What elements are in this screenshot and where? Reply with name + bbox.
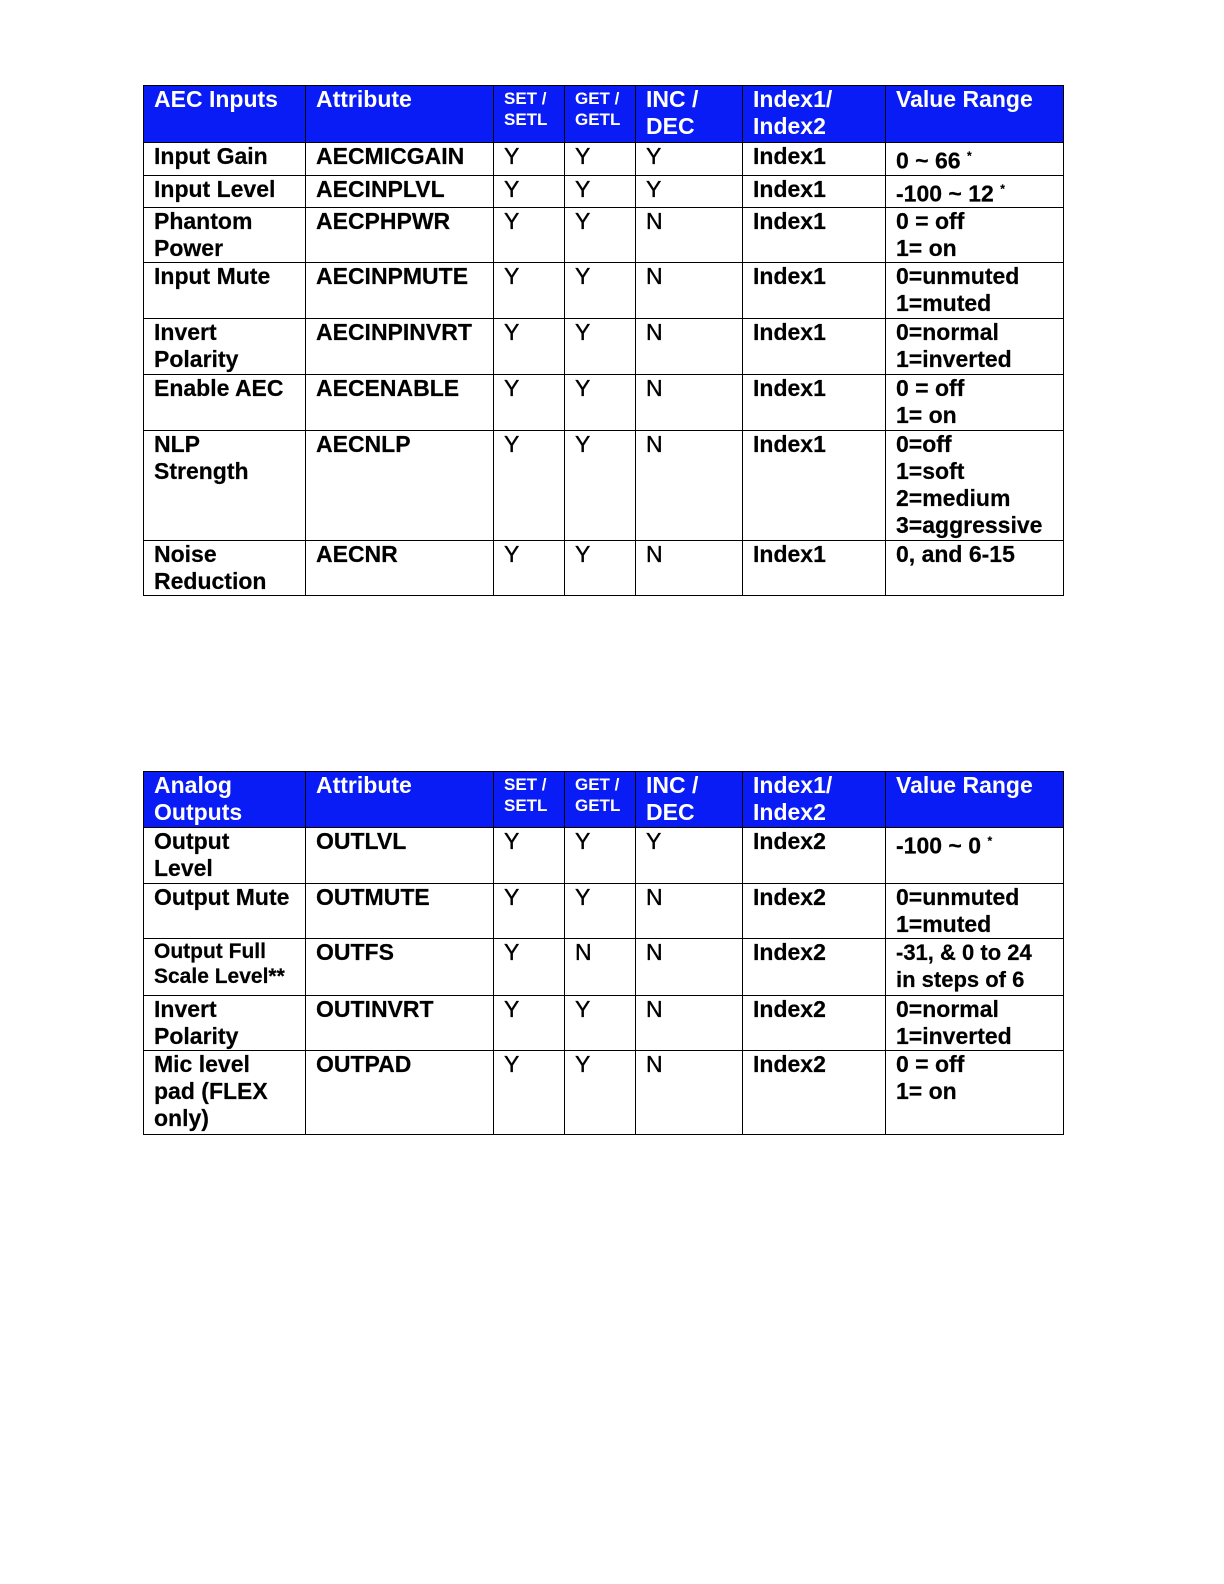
cell-attribute: AECENABLE bbox=[306, 375, 494, 431]
cell-attribute: AECINPMUTE bbox=[306, 263, 494, 319]
cell-name: Input Level bbox=[144, 175, 306, 208]
cell-index: Index2 bbox=[743, 884, 886, 939]
cell-get: N bbox=[565, 939, 636, 996]
column-header-index: Index1/ Index2 bbox=[743, 86, 886, 143]
cell-attribute: AECNLP bbox=[306, 431, 494, 541]
column-header-get: GET / GETL bbox=[565, 772, 636, 828]
cell-attribute: AECPHPWR bbox=[306, 208, 494, 263]
cell-get: Y bbox=[565, 375, 636, 431]
cell-name: Mic level pad (FLEX only) bbox=[144, 1051, 306, 1135]
table-row bbox=[144, 939, 1064, 996]
footnote-asterisk: * bbox=[966, 149, 972, 163]
column-header-value-range: Value Range bbox=[886, 772, 1064, 828]
cell-inc-dec: N bbox=[636, 431, 743, 541]
cell-value-range: -31, & 0 to 24 in steps of 6 bbox=[886, 939, 1064, 996]
table-row bbox=[144, 828, 1064, 884]
cell-inc-dec: N bbox=[636, 1051, 743, 1135]
cell-index: Index1 bbox=[743, 208, 886, 263]
cell-name: Output Mute bbox=[144, 884, 306, 939]
cell-inc-dec: N bbox=[636, 319, 743, 375]
cell-name: Enable AEC bbox=[144, 375, 306, 431]
cell-set: Y bbox=[494, 884, 565, 939]
cell-attribute: OUTLVL bbox=[306, 828, 494, 884]
table-row bbox=[144, 143, 1064, 176]
cell-name: Noise Reduction bbox=[144, 541, 306, 596]
cell-value-range: -100 ~ 0 * bbox=[886, 828, 1064, 884]
cell-get: Y bbox=[565, 175, 636, 208]
cell-set: Y bbox=[494, 996, 565, 1051]
cell-set: Y bbox=[494, 828, 565, 884]
cell-get: Y bbox=[565, 996, 636, 1051]
table-row bbox=[144, 884, 1064, 939]
cell-name: Input Gain bbox=[144, 143, 306, 176]
cell-attribute: OUTINVRT bbox=[306, 996, 494, 1051]
cell-index: Index2 bbox=[743, 939, 886, 996]
cell-inc-dec: Y bbox=[636, 143, 743, 176]
cell-inc-dec: Y bbox=[636, 175, 743, 208]
cell-inc-dec: N bbox=[636, 541, 743, 596]
cell-index: Index1 bbox=[743, 143, 886, 176]
cell-set: Y bbox=[494, 939, 565, 996]
table-row bbox=[144, 319, 1064, 375]
cell-name: Input Mute bbox=[144, 263, 306, 319]
cell-attribute: AECINPINVRT bbox=[306, 319, 494, 375]
cell-value-range: -100 ~ 12 * bbox=[886, 175, 1064, 208]
column-header-attribute: Attribute bbox=[306, 86, 494, 143]
table-row bbox=[144, 541, 1064, 596]
cell-name: Output Full Scale Level** bbox=[144, 939, 306, 996]
cell-inc-dec: N bbox=[636, 884, 743, 939]
cell-set: Y bbox=[494, 375, 565, 431]
column-header-group: AEC Inputs bbox=[144, 86, 306, 143]
cell-set: Y bbox=[494, 175, 565, 208]
cell-set: Y bbox=[494, 208, 565, 263]
table-row bbox=[144, 263, 1064, 319]
cell-index: Index1 bbox=[743, 375, 886, 431]
cell-value-range: 0 = off 1= on bbox=[886, 1051, 1064, 1135]
cell-get: Y bbox=[565, 319, 636, 375]
cell-index: Index1 bbox=[743, 319, 886, 375]
cell-set: Y bbox=[494, 1051, 565, 1135]
column-header-inc-dec: INC / DEC bbox=[636, 772, 743, 828]
cell-value-range: 0=normal 1=inverted bbox=[886, 319, 1064, 375]
table-row bbox=[144, 175, 1064, 208]
cell-index: Index2 bbox=[743, 996, 886, 1051]
cell-inc-dec: N bbox=[636, 263, 743, 319]
cell-index: Index2 bbox=[743, 828, 886, 884]
cell-inc-dec: N bbox=[636, 996, 743, 1051]
cell-set: Y bbox=[494, 541, 565, 596]
cell-value-range: 0=unmuted 1=muted bbox=[886, 263, 1064, 319]
footnote-asterisk: * bbox=[987, 834, 993, 848]
cell-get: Y bbox=[565, 541, 636, 596]
table-row bbox=[144, 996, 1064, 1051]
cell-attribute: AECINPLVL bbox=[306, 175, 494, 208]
cell-set: Y bbox=[494, 431, 565, 541]
column-header-inc-dec: INC / DEC bbox=[636, 86, 743, 143]
cell-attribute: OUTFS bbox=[306, 939, 494, 996]
cell-index: Index1 bbox=[743, 431, 886, 541]
cell-value-range: 0=off 1=soft 2=medium 3=aggressive bbox=[886, 431, 1064, 541]
cell-value-range: 0 = off 1= on bbox=[886, 208, 1064, 263]
column-header-index: Index1/ Index2 bbox=[743, 772, 886, 828]
column-header-attribute: Attribute bbox=[306, 772, 494, 828]
cell-name: Phantom Power bbox=[144, 208, 306, 263]
table-row bbox=[144, 375, 1064, 431]
cell-get: Y bbox=[565, 828, 636, 884]
cell-attribute: AECNR bbox=[306, 541, 494, 596]
cell-value-range: 0=unmuted 1=muted bbox=[886, 884, 1064, 939]
table-row bbox=[144, 431, 1064, 541]
cell-inc-dec: N bbox=[636, 939, 743, 996]
cell-value-range: 0 = off 1= on bbox=[886, 375, 1064, 431]
table-row bbox=[144, 1051, 1064, 1135]
analog-outputs-table bbox=[143, 771, 1064, 1135]
aec-inputs-table bbox=[143, 85, 1064, 596]
column-header-set: SET / SETL bbox=[494, 86, 565, 143]
footnote-asterisk: * bbox=[1000, 181, 1005, 196]
cell-set: Y bbox=[494, 319, 565, 375]
cell-set: Y bbox=[494, 263, 565, 319]
cell-name: NLP Strength bbox=[144, 431, 306, 541]
cell-get: Y bbox=[565, 263, 636, 319]
cell-value-range: 0=normal 1=inverted bbox=[886, 996, 1064, 1051]
cell-value-range: 0, and 6-15 bbox=[886, 541, 1064, 596]
cell-get: Y bbox=[565, 208, 636, 263]
cell-attribute: OUTPAD bbox=[306, 1051, 494, 1135]
cell-name: Output Level bbox=[144, 828, 306, 884]
cell-get: Y bbox=[565, 143, 636, 176]
cell-set: Y bbox=[494, 143, 565, 176]
cell-index: Index1 bbox=[743, 175, 886, 208]
cell-get: Y bbox=[565, 431, 636, 541]
cell-name: Invert Polarity bbox=[144, 319, 306, 375]
column-header-value-range: Value Range bbox=[886, 86, 1064, 143]
column-header-set: SET / SETL bbox=[494, 772, 565, 828]
cell-attribute: AECMICGAIN bbox=[306, 143, 494, 176]
cell-get: Y bbox=[565, 1051, 636, 1135]
column-header-get: GET / GETL bbox=[565, 86, 636, 143]
cell-index: Index1 bbox=[743, 263, 886, 319]
cell-name: Invert Polarity bbox=[144, 996, 306, 1051]
table-header-row bbox=[144, 86, 1064, 143]
column-header-group: Analog Outputs bbox=[144, 772, 306, 828]
cell-value-range: 0 ~ 66 * bbox=[886, 143, 1064, 176]
cell-inc-dec: Y bbox=[636, 828, 743, 884]
cell-index: Index1 bbox=[743, 541, 886, 596]
table-row bbox=[144, 208, 1064, 263]
cell-index: Index2 bbox=[743, 1051, 886, 1135]
cell-inc-dec: N bbox=[636, 208, 743, 263]
cell-attribute: OUTMUTE bbox=[306, 884, 494, 939]
cell-get: Y bbox=[565, 884, 636, 939]
cell-inc-dec: N bbox=[636, 375, 743, 431]
table-header-row bbox=[144, 772, 1064, 828]
